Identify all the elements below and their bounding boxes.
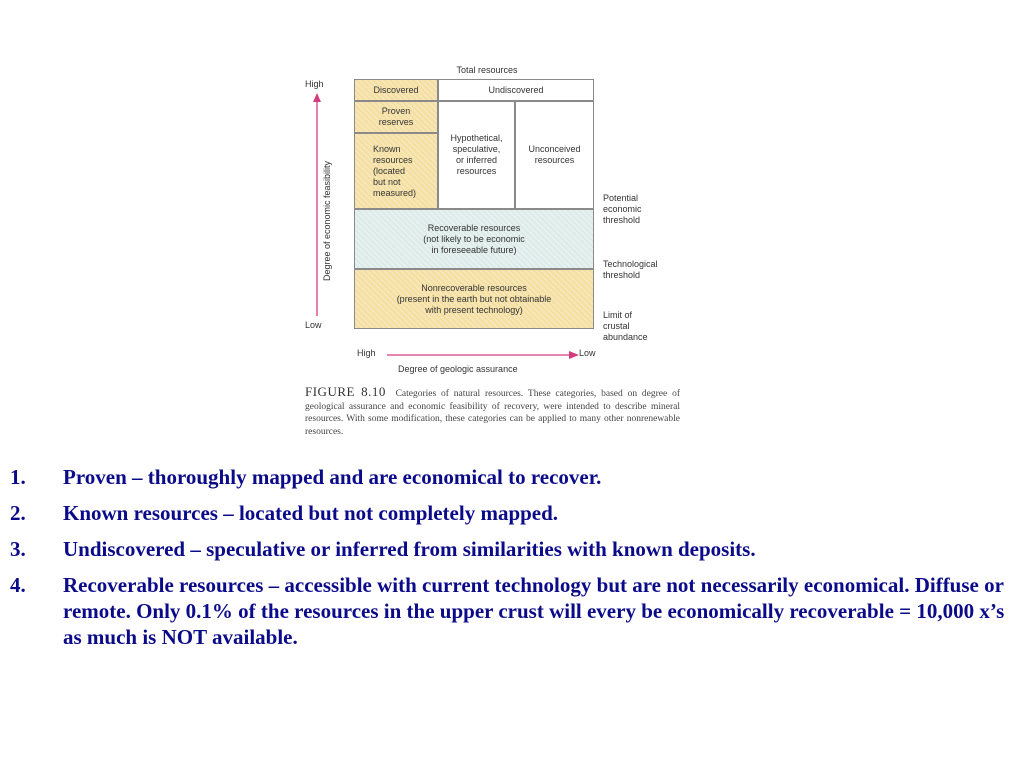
undiscovered-cell: Undiscovered [438, 79, 594, 101]
up-arrow-icon [311, 92, 323, 318]
x-axis-low-label: Low [579, 348, 596, 358]
total-resources-label: Total resources [456, 65, 518, 75]
right-arrow-icon [385, 349, 581, 361]
x-axis-title: Degree of geologic assurance [398, 364, 518, 374]
resource-definitions-list [10, 464, 1015, 660]
list-item: 3. Undiscovered – speculative or inferred from similarities with known deposits. [10, 537, 756, 561]
resource-classification-figure [295, 62, 695, 454]
hypothetical-cell: Hypothetical, speculative, or inferred resources [438, 101, 515, 209]
nonrecoverable-resources-cell: Nonrecoverable resources (present in the earth but not obtainable with present technology) [354, 269, 594, 329]
x-axis-high-label: High [357, 348, 376, 358]
y-axis-title: Degree of economic feasibility [322, 160, 332, 281]
list-item: 4. Recoverable resources – accessible with current technology but are not necessarily economical. Diffuse or remote. Only 0.1% of the resources in the upper crust will every be economically recoverable = 10,000 x’s as much is NOT available. [10, 573, 1005, 649]
recoverable-resources-cell: Recoverable resources (not likely to be economic in foreseeable future) [354, 209, 594, 269]
known-resources-cell: Known resources (located but not measured) [354, 133, 438, 209]
list-item: 1. Proven – thoroughly mapped and are economical to recover. [10, 465, 602, 489]
figure-caption [305, 386, 680, 438]
list-item: 2. Known resources – located but not completely mapped. [10, 501, 559, 525]
discovered-cell: Discovered [354, 79, 438, 101]
crustal-abundance-label: Limit of crustal abundance [603, 310, 648, 342]
y-axis-low-label: Low [305, 320, 322, 330]
y-axis-high-label: High [305, 79, 324, 89]
figure-caption-label: FIGURE 8.10 [305, 384, 386, 399]
unconceived-cell: Unconceived resources [515, 101, 594, 209]
proven-reserves-cell: Proven reserves [354, 101, 438, 133]
economic-threshold-label: Potential economic threshold [603, 193, 642, 225]
figure-caption-text: Categories of natural resources. These categories, based on degree of geological assurance and economic feasibility of recovery, were intended to describe mineral resources. With some modification, these categories can be applied to many other nonrenewable resources. [305, 389, 680, 437]
technological-threshold-label: Technological threshold [603, 259, 658, 280]
